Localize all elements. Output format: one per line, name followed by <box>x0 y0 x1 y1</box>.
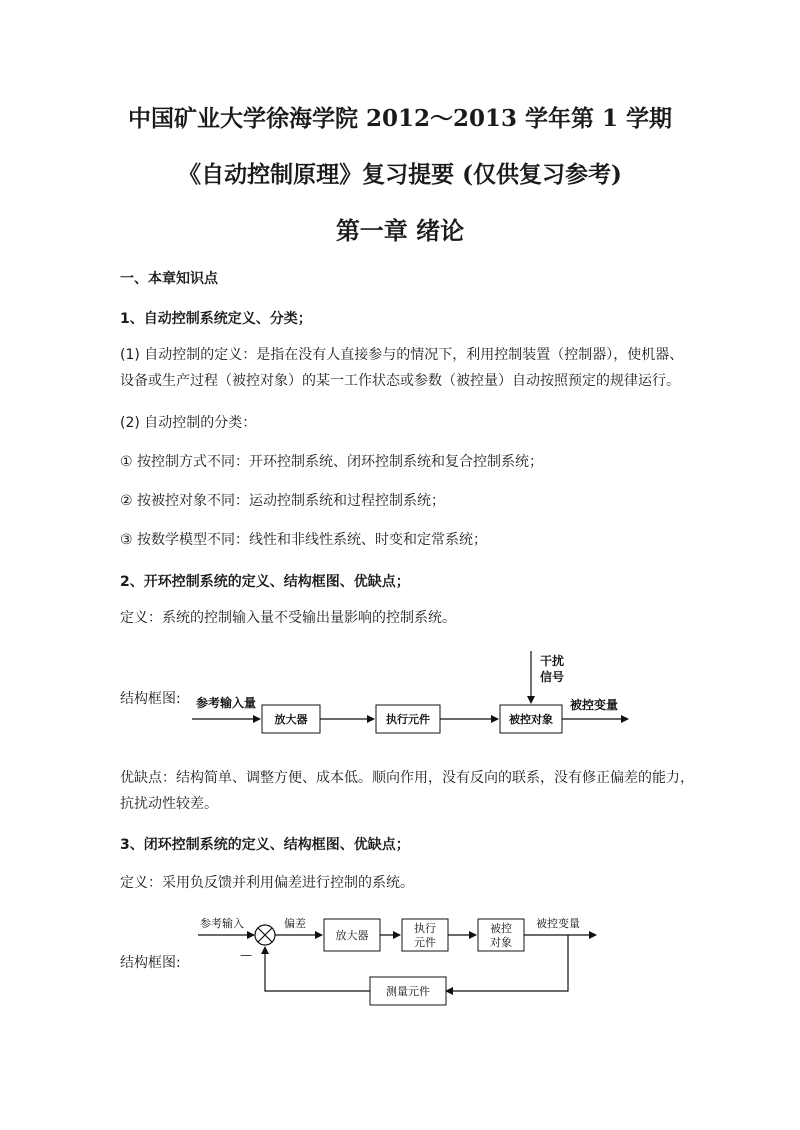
classification-item-c: ③ 按数学模型不同：线性和非线性系统、时变和定常系统； <box>120 532 487 548</box>
closed-loop-amplifier-label: 放大器 <box>335 929 369 942</box>
classification-item-a: ① 按控制方式不同：开环控制系统、闭环控制系统和复合控制系统； <box>120 454 543 470</box>
closed-loop-plant-label-1: 被控 <box>490 922 512 935</box>
closed-loop-diagram <box>190 905 610 1015</box>
closed-loop-actuator-label-1: 执行 <box>414 922 436 935</box>
control-definition: (1) 自动控制的定义：是指在没有人直接参与的情况下，利用控制装置（控制器），使机器、设备或生产过程（被控对象）的某一工作状态或参数（被控量）自动按照预定的规律运行。 <box>120 347 684 389</box>
open-loop-disturbance-label-1: 干扰 <box>540 654 565 668</box>
item1-heading: 1、自动控制系统定义、分类； <box>120 311 312 327</box>
open-loop-input-label: 参考输入量 <box>196 696 257 710</box>
feedback-minus-sign: — <box>240 948 252 962</box>
closed-loop-diagram-label: 结构框图: <box>120 955 181 971</box>
open-loop-disturbance-label-2: 信号 <box>540 670 565 684</box>
closed-loop-plant-label-2: 对象 <box>490 936 512 949</box>
document-title: 中国矿业大学徐海学院 2012～2013 学年第 1 学期 <box>127 105 673 132</box>
feedback-path-left <box>265 947 370 991</box>
open-loop-amplifier-label: 放大器 <box>274 713 308 726</box>
open-loop-pros-cons: 优缺点：结构简单、调整方便、成本低。顺向作用，没有反向的联系，没有修正偏差的能力，抗扰动性较差。 <box>120 770 694 812</box>
closed-loop-actuator-label-2: 元件 <box>414 936 436 949</box>
item2-heading: 2、开环控制系统的定义、结构框图、优缺点； <box>120 574 410 590</box>
open-loop-diagram <box>180 645 640 750</box>
closed-loop-definition: 定义：采用负反馈并利用偏差进行控制的系统。 <box>120 875 414 891</box>
item3-heading: 3、闭环控制系统的定义、结构框图、优缺点； <box>120 837 410 853</box>
open-loop-diagram-label: 结构框图: <box>120 691 181 707</box>
closed-loop-error-label: 偏差 <box>284 917 306 930</box>
closed-loop-output-label: 被控变量 <box>536 917 580 930</box>
open-loop-plant-label: 被控对象 <box>509 713 553 726</box>
open-loop-actuator-label: 执行元件 <box>386 713 430 726</box>
open-loop-output-label: 被控变量 <box>570 698 619 712</box>
section-heading: 一、本章知识点 <box>120 271 218 287</box>
open-loop-definition: 定义：系统的控制输入量不受输出量影响的控制系统。 <box>120 610 456 626</box>
chapter-title: 第一章 绪论 <box>335 216 465 245</box>
document-subtitle: 《自动控制原理》复习提要 (仅供复习参考) <box>178 161 622 188</box>
classification-heading: (2) 自动控制的分类： <box>120 415 257 431</box>
closed-loop-input-label: 参考输入 <box>200 917 244 930</box>
classification-item-b: ② 按被控对象不同：运动控制系统和过程控制系统； <box>120 493 445 509</box>
closed-loop-sensor-label: 测量元件 <box>386 985 430 998</box>
